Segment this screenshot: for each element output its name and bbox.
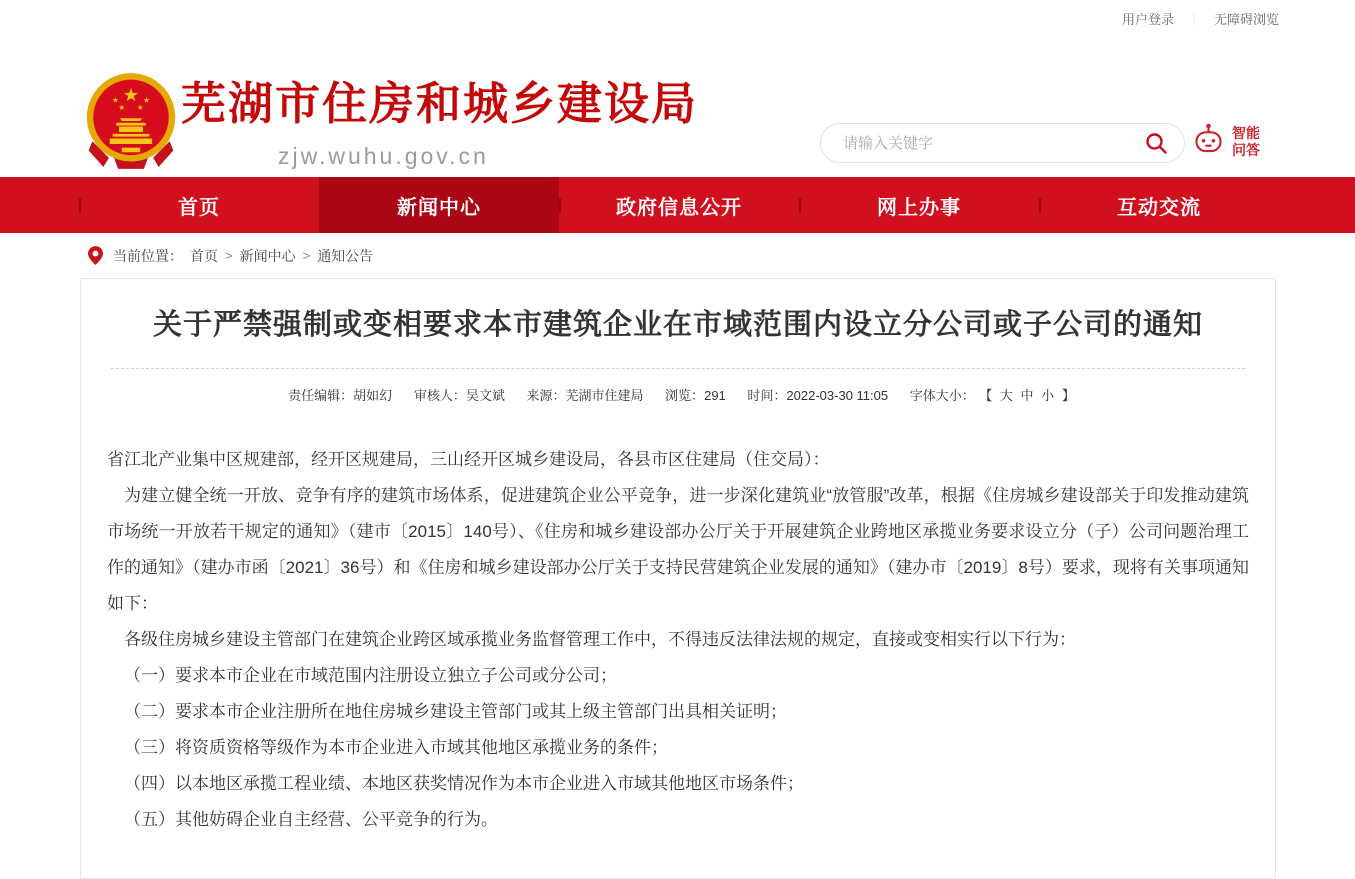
article-paragraph: （二）要求本市企业注册所在地住房城乡建设主管部门或其上级主管部门出具相关证明； <box>124 702 787 721</box>
article-meta <box>81 385 1275 404</box>
accessibility-link[interactable]: 无障碍浏览 <box>1213 11 1279 27</box>
font-size-large-button[interactable]: 大 <box>999 388 1013 403</box>
smart-qa-label: 智能 问答 <box>1232 124 1260 158</box>
nav-item-news-center[interactable]: 新闻中心 <box>319 177 559 233</box>
meta-time: 时间：2022-03-30 11:05 <box>747 388 889 403</box>
smart-qa-button[interactable] <box>1192 122 1260 161</box>
site-search <box>820 123 1185 163</box>
breadcrumb-label: 当前位置： <box>113 247 183 264</box>
article-paragraph: （三）将资质资格等级作为本市企业进入市域其他地区承揽业务的条件； <box>124 738 668 757</box>
breadcrumb-home[interactable]: 首页 <box>190 247 218 264</box>
meta-reviewer: 审核人：吴文斌 <box>413 388 505 403</box>
site-domain: zjw.wuhu.gov.cn <box>278 143 489 169</box>
article-body <box>81 404 1275 838</box>
font-size-small-button[interactable]: 小 <box>1041 388 1055 403</box>
font-size-bracket: 【 <box>985 388 993 403</box>
site-title-block <box>181 78 698 170</box>
article-paragraph: （五）其他妨碍企业自主经营、公平竞争的行为。 <box>124 810 498 829</box>
title-divider <box>111 368 1245 369</box>
national-emblem-logo <box>85 68 177 174</box>
site-header <box>0 28 1355 177</box>
article-paragraph: （四）以本地区承揽工程业绩、本地区获奖情况作为本市企业进入市域其他地区市场条件； <box>124 774 804 793</box>
nav-item-gov-info[interactable]: 政府信息公开 <box>559 177 799 233</box>
main-nav <box>0 177 1355 233</box>
meta-font-size-label: 字体大小： <box>909 388 975 403</box>
location-pin-icon <box>88 246 103 265</box>
article-container <box>80 278 1276 879</box>
site-name: 芜湖市住房和城乡建设局 <box>181 78 699 129</box>
font-size-bracket: 】 <box>1061 388 1075 403</box>
breadcrumb-separator: > <box>225 248 233 263</box>
article-paragraph: 省江北产业集中区规建部，经开区规建局，三山经开区城乡建设局，各县市区住建局（住交局）： <box>107 450 830 469</box>
meta-editor: 责任编辑：胡如幻 <box>288 388 393 403</box>
nav-item-interaction[interactable]: 互动交流 <box>1039 177 1279 233</box>
breadcrumb <box>0 233 1355 278</box>
breadcrumb-news-center[interactable]: 新闻中心 <box>239 247 296 264</box>
robot-icon <box>1192 122 1225 161</box>
article-paragraph: 各级住房城乡建设主管部门在建筑企业跨区域承揽业务监督管理工作中，不得违反法律法规的规定，直接或变相实行以下行为： <box>124 630 1076 649</box>
breadcrumb-notices[interactable]: 通知公告 <box>317 247 374 264</box>
meta-source: 来源：芜湖市住建局 <box>526 388 644 403</box>
breadcrumb-separator: > <box>302 248 311 263</box>
top-utility-bar <box>0 0 1355 28</box>
article-title: 关于严禁强制或变相要求本市建筑企业在市域范围内设立分公司或子公司的通知 <box>152 309 1203 341</box>
nav-item-home[interactable]: 首页 <box>79 177 319 233</box>
font-size-medium-button[interactable]: 中 <box>1020 388 1034 403</box>
article-paragraph: （一）要求本市企业在市域范围内注册设立独立子公司或分公司； <box>124 666 617 685</box>
search-input[interactable] <box>841 134 1144 153</box>
search-button[interactable] <box>1144 131 1168 155</box>
nav-item-online-services[interactable]: 网上办事 <box>799 177 1039 233</box>
search-icon <box>1144 143 1168 158</box>
article-paragraph: 为建立健全统一开放、竞争有序的建筑市场体系，促进建筑企业公平竞争，进一步深化建筑业“放管服”改革，根据《住房城乡建设部关于印发推动建筑市场统一开放若干规定的通知》（建市〔2015〕140号）、《住房和城乡建设部办公厅关于开展建筑企业跨地区承揽业务要求设立分（子）公司问题治理工作的通知》（建办市函〔2021〕36号）和《住房和城乡建设部办公厅关于支持民营建筑企业发展的通知》（建办市〔2019〕8号）要求，现将有关事项通知如下： <box>107 486 1249 613</box>
user-login-link[interactable]: 用户登录 <box>1121 11 1174 27</box>
topbar-divider: ｜ <box>1187 11 1200 26</box>
meta-views: 浏览：291 <box>665 388 726 403</box>
